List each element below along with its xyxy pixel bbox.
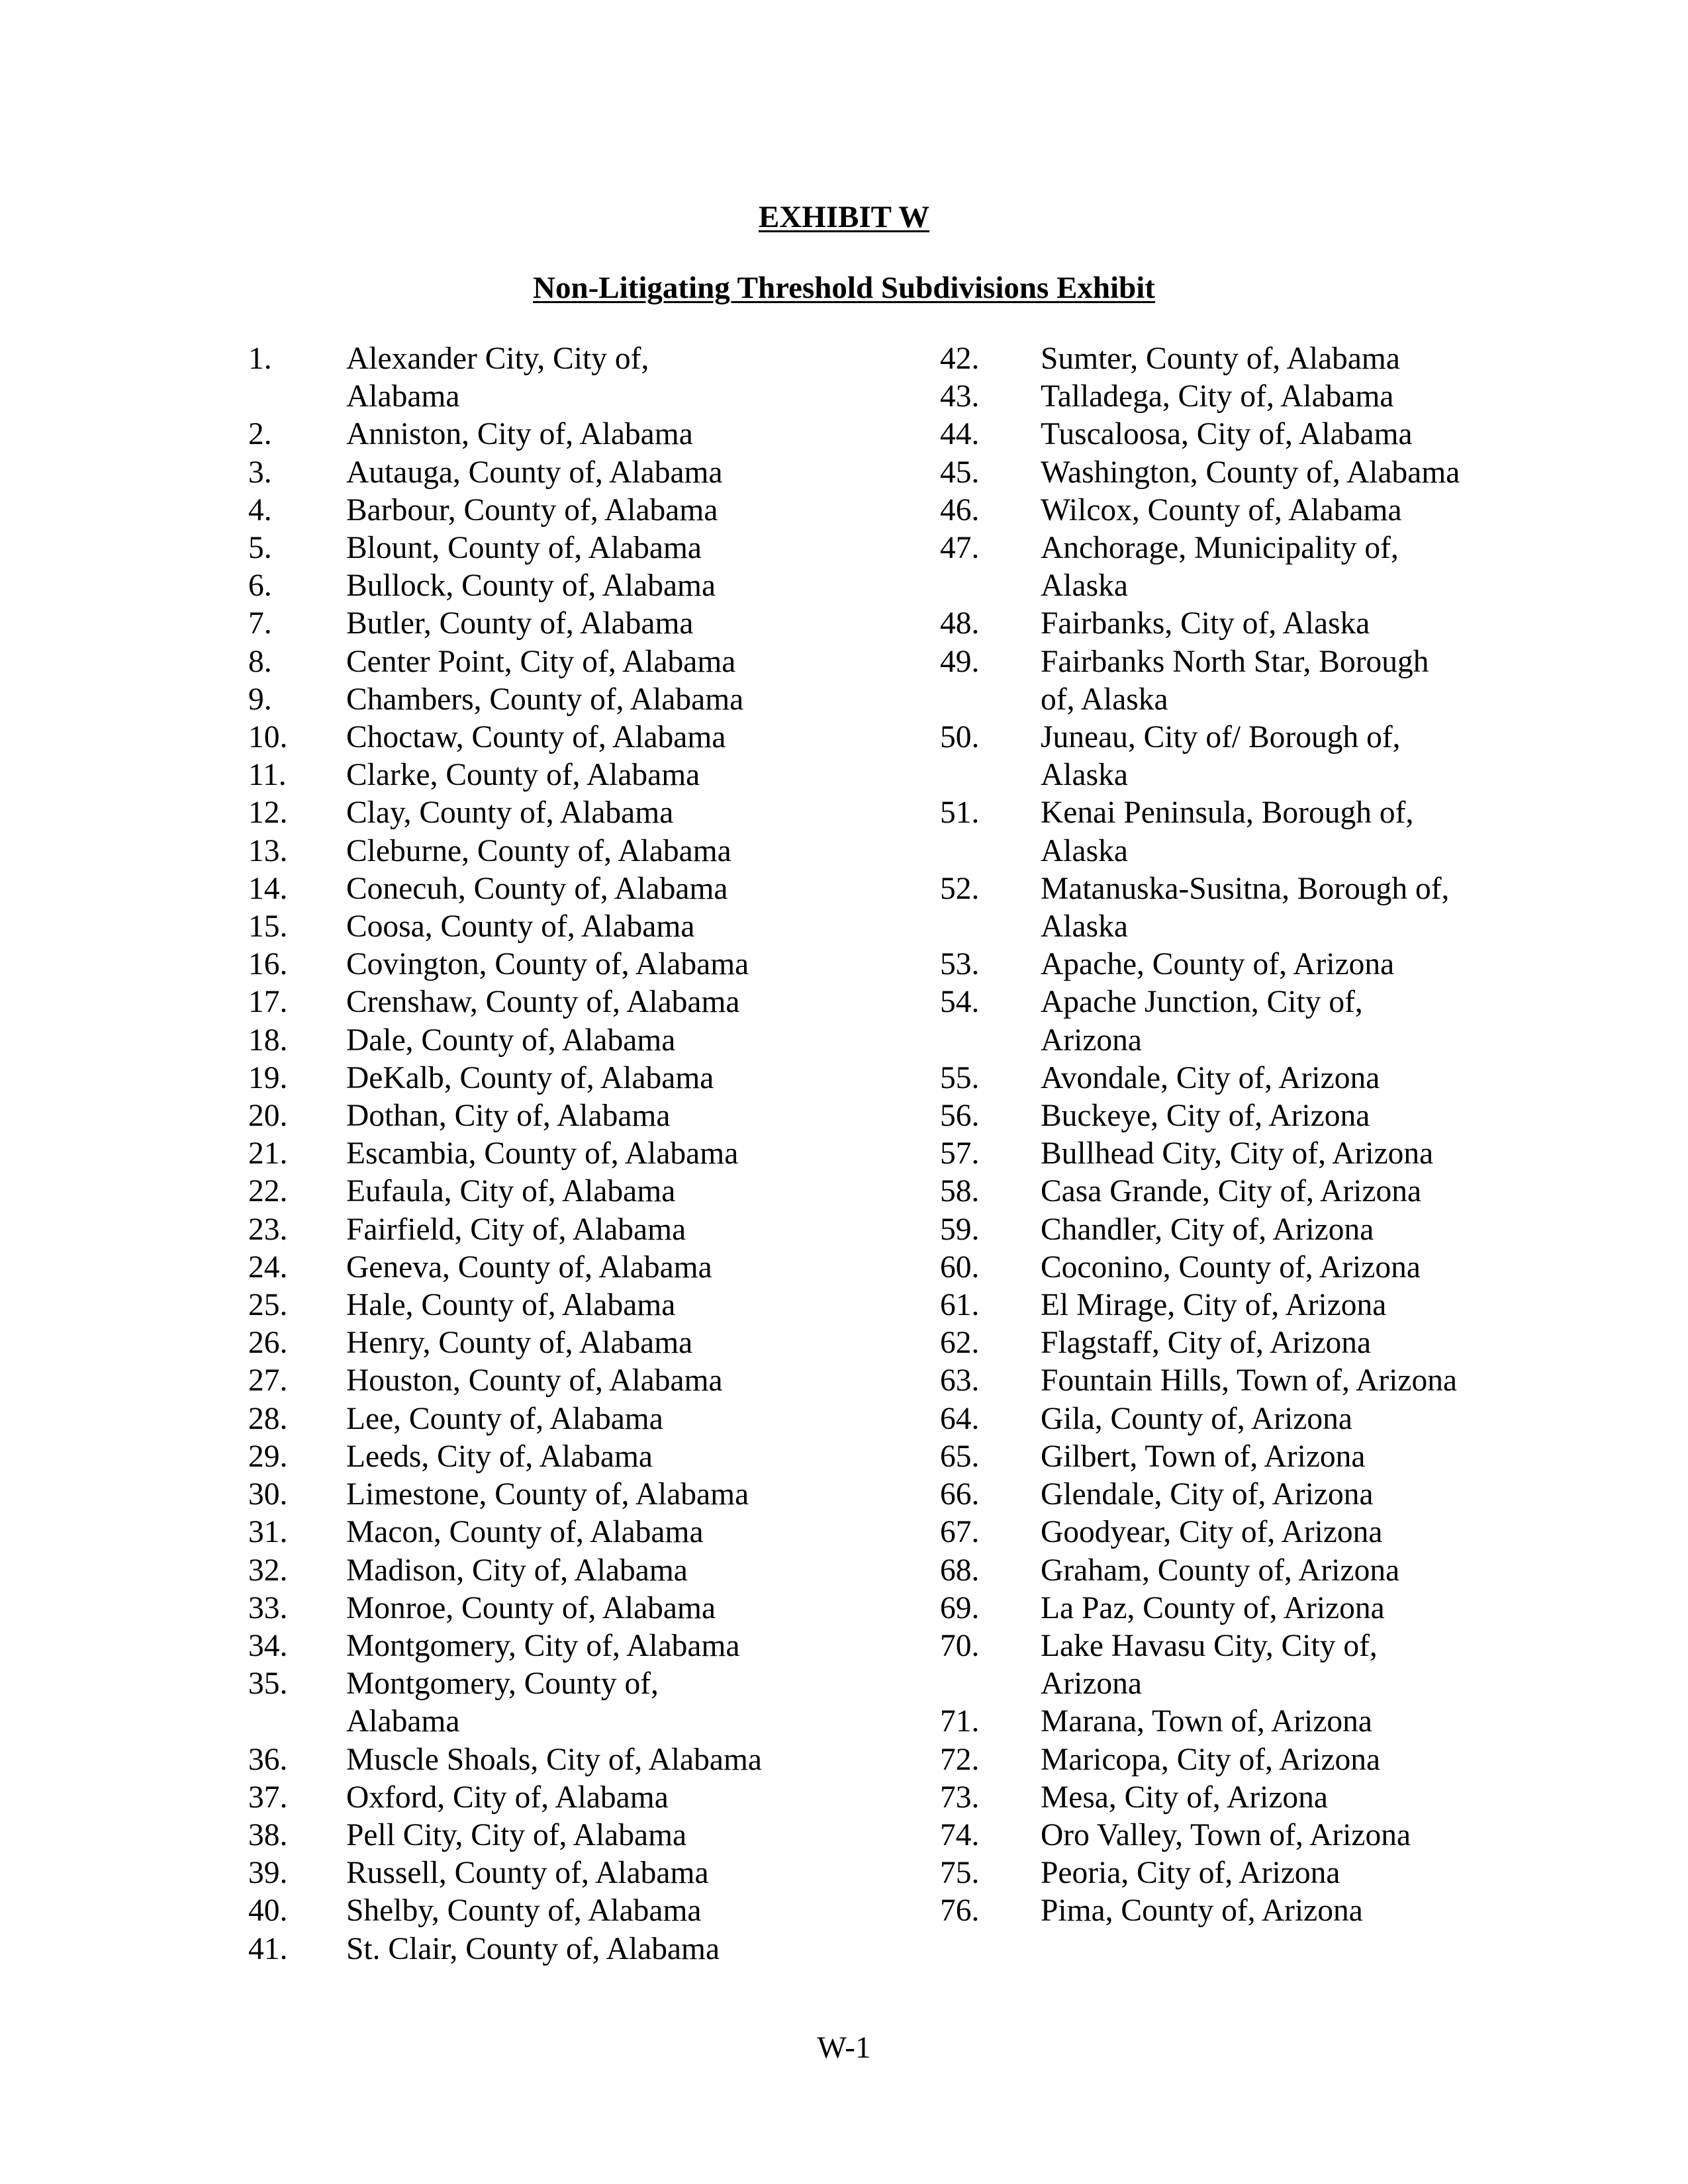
list-item xyxy=(940,1060,1668,1097)
list-item xyxy=(248,416,923,453)
list-item-name: Center Point, City of, Alabama xyxy=(346,644,736,679)
list-item xyxy=(940,1097,1668,1135)
list-item-number: 49. xyxy=(940,644,980,679)
list-item-number: 13. xyxy=(248,833,288,868)
list-item-number: 55. xyxy=(940,1060,980,1095)
list-item-name: Peoria, City of, Arizona xyxy=(1041,1856,1340,1891)
list-item-name: Conecuh, County of, Alabama xyxy=(346,871,728,906)
list-item-number: 62. xyxy=(940,1326,980,1361)
list-item xyxy=(940,416,1668,453)
list-item-number: 27. xyxy=(248,1363,288,1398)
list-item-name: Talladega, City of, Alabama xyxy=(1041,379,1394,414)
list-item-name: Butler, County of, Alabama xyxy=(346,606,694,641)
list-item-name: Mesa, City of, Arizona xyxy=(1041,1780,1329,1815)
list-item-number: 35. xyxy=(248,1666,288,1702)
list-item-name: Kenai Peninsula, Borough of, Alaska xyxy=(1041,796,1414,868)
list-item-number: 29. xyxy=(248,1439,288,1474)
list-item-number: 31. xyxy=(248,1515,288,1550)
list-item-name: Apache Junction, City of, Arizona xyxy=(1041,985,1363,1058)
list-item xyxy=(248,1817,923,1854)
list-item xyxy=(248,983,923,1021)
list-item-number: 71. xyxy=(940,1704,980,1739)
list-item-name: Gilbert, Town of, Arizona xyxy=(1041,1439,1366,1474)
list-item-number: 20. xyxy=(248,1099,288,1134)
list-item-name: Coconino, County of, Arizona xyxy=(1041,1250,1421,1285)
list-item-number: 34. xyxy=(248,1628,288,1663)
list-item xyxy=(940,1779,1668,1817)
subdivision-list-left xyxy=(248,340,923,1968)
list-item-name: Pima, County of, Arizona xyxy=(1041,1893,1363,1929)
list-item-name: Clarke, County of, Alabama xyxy=(346,758,700,793)
list-item-name: Fairbanks North Star, Borough of, Alaska xyxy=(1041,644,1429,717)
list-item-number: 57. xyxy=(940,1136,980,1171)
list-item-number: 45. xyxy=(940,455,980,490)
list-item-number: 10. xyxy=(248,720,288,755)
list-item xyxy=(248,1400,923,1438)
list-item-name: Chandler, City of, Arizona xyxy=(1041,1212,1374,1247)
list-item xyxy=(940,1173,1668,1210)
list-item-name: Pell City, City of, Alabama xyxy=(346,1817,687,1852)
list-item-name: Houston, County of, Alabama xyxy=(346,1363,723,1398)
list-item-name: Coosa, County of, Alabama xyxy=(346,909,695,944)
list-item-name: Chambers, County of, Alabama xyxy=(346,682,744,717)
list-item-number: 15. xyxy=(248,909,288,944)
subdivision-list-right xyxy=(940,340,1668,1931)
list-item-name: Hale, County of, Alabama xyxy=(346,1288,676,1323)
list-item-number: 41. xyxy=(248,1931,288,1966)
list-item-number: 25. xyxy=(248,1288,288,1323)
list-item-name: El Mirage, City of, Arizona xyxy=(1041,1288,1387,1323)
list-item-number: 4. xyxy=(248,492,272,527)
list-item xyxy=(248,1022,923,1060)
list-item-number: 7. xyxy=(248,606,272,641)
list-item-number: 40. xyxy=(248,1893,288,1929)
list-item xyxy=(248,567,923,605)
list-item-name: Fairfield, City of, Alabama xyxy=(346,1212,686,1247)
list-item-number: 70. xyxy=(940,1628,980,1663)
list-item xyxy=(940,946,1668,983)
list-item-number: 11. xyxy=(248,758,287,793)
list-item xyxy=(940,1590,1668,1627)
list-item-name: Flagstaff, City of, Arizona xyxy=(1041,1326,1372,1361)
list-item-number: 48. xyxy=(940,606,980,641)
list-item-name: Anchorage, Municipality of, Alaska xyxy=(1041,531,1399,604)
list-item-name: Leeds, City of, Alabama xyxy=(346,1439,653,1474)
list-item-number: 6. xyxy=(248,569,272,604)
list-item-number: 21. xyxy=(248,1136,288,1171)
list-item xyxy=(248,1931,923,1968)
list-item-number: 63. xyxy=(940,1363,980,1398)
list-item-number: 69. xyxy=(940,1590,980,1625)
list-item xyxy=(248,1097,923,1135)
list-item-name: Anniston, City of, Alabama xyxy=(346,417,693,452)
list-item-name: Choctaw, County of, Alabama xyxy=(346,720,726,755)
list-item-name: Henry, County of, Alabama xyxy=(346,1326,693,1361)
list-item-number: 1. xyxy=(248,341,272,376)
list-item-name: Alexander City, City of, Alabama xyxy=(346,341,649,414)
list-item-number: 30. xyxy=(248,1477,288,1512)
list-item xyxy=(940,1362,1668,1400)
list-item-number: 73. xyxy=(940,1780,980,1815)
list-item xyxy=(248,1438,923,1476)
list-item-name: Crenshaw, County of, Alabama xyxy=(346,985,740,1020)
list-item xyxy=(940,1817,1668,1854)
list-item-number: 64. xyxy=(940,1401,980,1436)
list-item xyxy=(248,492,923,529)
list-item-name: Goodyear, City of, Arizona xyxy=(1041,1515,1383,1550)
list-item-name: Autauga, County of, Alabama xyxy=(346,455,723,490)
list-item-number: 39. xyxy=(248,1856,288,1891)
list-item-number: 19. xyxy=(248,1060,288,1095)
list-item xyxy=(940,794,1668,870)
list-item-name: Lee, County of, Alabama xyxy=(346,1401,663,1436)
list-item-name: Juneau, City of/ Borough of, Alaska xyxy=(1041,720,1401,793)
list-item-number: 26. xyxy=(248,1326,288,1361)
list-item-name: Escambia, County of, Alabama xyxy=(346,1136,739,1171)
list-item-number: 60. xyxy=(940,1250,980,1285)
list-item xyxy=(248,794,923,832)
list-item-name: Matanuska-Susitna, Borough of, Alaska xyxy=(1041,871,1450,944)
list-item-name: Apache, County of, Arizona xyxy=(1041,947,1395,982)
list-item-number: 43. xyxy=(940,379,980,414)
list-item xyxy=(940,1741,1668,1779)
list-item-name: La Paz, County of, Arizona xyxy=(1041,1590,1385,1625)
list-item-name: Maricopa, City of, Arizona xyxy=(1041,1742,1381,1777)
list-item-name: Sumter, County of, Alabama xyxy=(1041,341,1400,376)
list-item-name: Monroe, County of, Alabama xyxy=(346,1590,716,1625)
list-item-name: Avondale, City of, Arizona xyxy=(1041,1060,1380,1095)
list-item-number: 52. xyxy=(940,871,980,906)
list-item xyxy=(940,1287,1668,1324)
list-item-name: Graham, County of, Arizona xyxy=(1041,1553,1400,1588)
list-item xyxy=(940,1438,1668,1476)
list-item xyxy=(248,643,923,681)
list-item-name: Dale, County of, Alabama xyxy=(346,1023,676,1058)
list-item-name: Clay, County of, Alabama xyxy=(346,796,674,831)
list-item-number: 47. xyxy=(940,531,980,566)
list-item xyxy=(248,1741,923,1779)
list-item xyxy=(248,340,923,416)
list-item-name: Oro Valley, Town of, Arizona xyxy=(1041,1817,1411,1852)
list-item-number: 56. xyxy=(940,1099,980,1134)
list-item xyxy=(248,756,923,794)
list-item xyxy=(248,1514,923,1551)
list-item-number: 22. xyxy=(248,1174,288,1209)
list-item-name: Eufaula, City of, Alabama xyxy=(346,1174,676,1209)
list-item xyxy=(940,870,1668,946)
list-item-number: 14. xyxy=(248,871,288,906)
list-item xyxy=(940,1514,1668,1551)
list-item-name: Lake Havasu City, City of, Arizona xyxy=(1041,1628,1378,1702)
list-item-name: Barbour, County of, Alabama xyxy=(346,492,718,527)
list-item xyxy=(248,1324,923,1362)
list-item-number: 38. xyxy=(248,1817,288,1852)
list-item-name: Washington, County of, Alabama xyxy=(1041,455,1460,490)
list-item-number: 8. xyxy=(248,644,272,679)
list-item-number: 50. xyxy=(940,720,980,755)
list-item-number: 28. xyxy=(248,1401,288,1436)
list-item xyxy=(248,1211,923,1249)
list-item-number: 17. xyxy=(248,985,288,1020)
list-item-name: Marana, Town of, Arizona xyxy=(1041,1704,1372,1739)
list-item-number: 76. xyxy=(940,1893,980,1929)
list-item xyxy=(248,870,923,908)
list-item-number: 51. xyxy=(940,796,980,831)
list-item xyxy=(248,1362,923,1400)
list-item-name: Geneva, County of, Alabama xyxy=(346,1250,712,1285)
list-item xyxy=(940,605,1668,643)
list-item-number: 74. xyxy=(940,1817,980,1852)
list-item xyxy=(940,719,1668,794)
list-item-name: DeKalb, County of, Alabama xyxy=(346,1060,714,1095)
list-item xyxy=(248,1665,923,1741)
list-item-number: 54. xyxy=(940,985,980,1020)
list-item-number: 59. xyxy=(940,1212,980,1247)
list-item xyxy=(940,1854,1668,1892)
list-item-name: Fairbanks, City of, Alaska xyxy=(1041,606,1370,641)
list-item xyxy=(940,1892,1668,1930)
list-item xyxy=(248,1060,923,1097)
list-item-name: Montgomery, County of, Alabama xyxy=(346,1666,659,1739)
list-item-name: Casa Grande, City of, Arizona xyxy=(1041,1174,1422,1209)
list-item-number: 42. xyxy=(940,341,980,376)
list-item-number: 12. xyxy=(248,796,288,831)
list-item-name: Montgomery, City of, Alabama xyxy=(346,1628,740,1663)
list-item xyxy=(248,833,923,870)
list-item-name: Oxford, City of, Alabama xyxy=(346,1780,669,1815)
list-item xyxy=(940,1324,1668,1362)
list-item xyxy=(248,1627,923,1665)
list-item-name: Blount, County of, Alabama xyxy=(346,531,702,566)
list-item xyxy=(940,1552,1668,1590)
list-item xyxy=(940,454,1668,492)
list-item-number: 2. xyxy=(248,417,272,452)
list-item xyxy=(248,529,923,567)
list-item xyxy=(940,1476,1668,1514)
list-item-number: 66. xyxy=(940,1477,980,1512)
list-item-number: 65. xyxy=(940,1439,980,1474)
list-item xyxy=(940,983,1668,1059)
list-item xyxy=(940,340,1668,378)
list-item-name: Macon, County of, Alabama xyxy=(346,1515,704,1550)
list-item xyxy=(248,946,923,983)
list-item xyxy=(248,1173,923,1210)
list-item-name: Covington, County of, Alabama xyxy=(346,947,749,982)
list-item-name: Muscle Shoals, City of, Alabama xyxy=(346,1742,762,1777)
list-item xyxy=(248,1854,923,1892)
list-item-number: 16. xyxy=(248,947,288,982)
list-item xyxy=(940,1249,1668,1287)
list-item-name: Limestone, County of, Alabama xyxy=(346,1477,749,1512)
list-item-number: 32. xyxy=(248,1553,288,1588)
list-item-name: Bullhead City, City of, Arizona xyxy=(1041,1136,1434,1171)
list-item-number: 53. xyxy=(940,947,980,982)
list-item-number: 44. xyxy=(940,417,980,452)
list-item-number: 9. xyxy=(248,682,272,717)
exhibit-title: EXHIBIT W xyxy=(758,200,930,234)
list-item xyxy=(940,1211,1668,1249)
list-item-number: 68. xyxy=(940,1553,980,1588)
list-item xyxy=(248,1249,923,1287)
list-item xyxy=(940,643,1668,719)
list-item-number: 61. xyxy=(940,1288,980,1323)
list-item xyxy=(940,1627,1668,1703)
list-item-name: St. Clair, County of, Alabama xyxy=(346,1931,720,1966)
list-item-name: Buckeye, City of, Arizona xyxy=(1041,1099,1370,1134)
list-item xyxy=(940,1400,1668,1438)
list-item-name: Gila, County of, Arizona xyxy=(1041,1401,1352,1436)
list-item xyxy=(248,1892,923,1930)
list-item-name: Cleburne, County of, Alabama xyxy=(346,833,731,868)
list-item-name: Wilcox, County of, Alabama xyxy=(1041,492,1402,527)
list-item-number: 23. xyxy=(248,1212,288,1247)
list-item-name: Shelby, County of, Alabama xyxy=(346,1893,702,1929)
list-item xyxy=(248,605,923,643)
list-item xyxy=(248,681,923,719)
list-item-name: Bullock, County of, Alabama xyxy=(346,569,716,604)
list-item-number: 24. xyxy=(248,1250,288,1285)
list-item-number: 58. xyxy=(940,1174,980,1209)
list-item-number: 33. xyxy=(248,1590,288,1625)
list-item-number: 72. xyxy=(940,1742,980,1777)
list-item-number: 75. xyxy=(940,1856,980,1891)
list-item-number: 18. xyxy=(248,1023,288,1058)
exhibit-subtitle: Non-Litigating Threshold Subdivisions Exhibit xyxy=(533,271,1155,305)
list-item xyxy=(248,1476,923,1514)
list-item-number: 5. xyxy=(248,531,272,566)
list-item xyxy=(248,1135,923,1173)
page-number: W-1 xyxy=(817,2030,871,2065)
list-item xyxy=(940,529,1668,605)
list-item-name: Fountain Hills, Town of, Arizona xyxy=(1041,1363,1458,1398)
list-item xyxy=(248,1287,923,1324)
list-item xyxy=(248,1779,923,1817)
list-item-number: 3. xyxy=(248,455,272,490)
list-item xyxy=(940,378,1668,416)
list-item xyxy=(940,492,1668,529)
list-item-name: Russell, County of, Alabama xyxy=(346,1856,709,1891)
list-item-number: 67. xyxy=(940,1515,980,1550)
list-item-number: 37. xyxy=(248,1780,288,1815)
list-item xyxy=(248,454,923,492)
list-item-number: 46. xyxy=(940,492,980,527)
list-item-name: Glendale, City of, Arizona xyxy=(1041,1477,1374,1512)
list-item-name: Tuscaloosa, City of, Alabama xyxy=(1041,417,1413,452)
list-item xyxy=(248,719,923,756)
list-item-number: 36. xyxy=(248,1742,288,1777)
list-item xyxy=(248,908,923,946)
list-item-name: Dothan, City of, Alabama xyxy=(346,1099,671,1134)
list-item xyxy=(940,1135,1668,1173)
list-item-name: Madison, City of, Alabama xyxy=(346,1553,688,1588)
list-item xyxy=(940,1703,1668,1741)
list-item xyxy=(248,1552,923,1590)
list-item xyxy=(248,1590,923,1627)
